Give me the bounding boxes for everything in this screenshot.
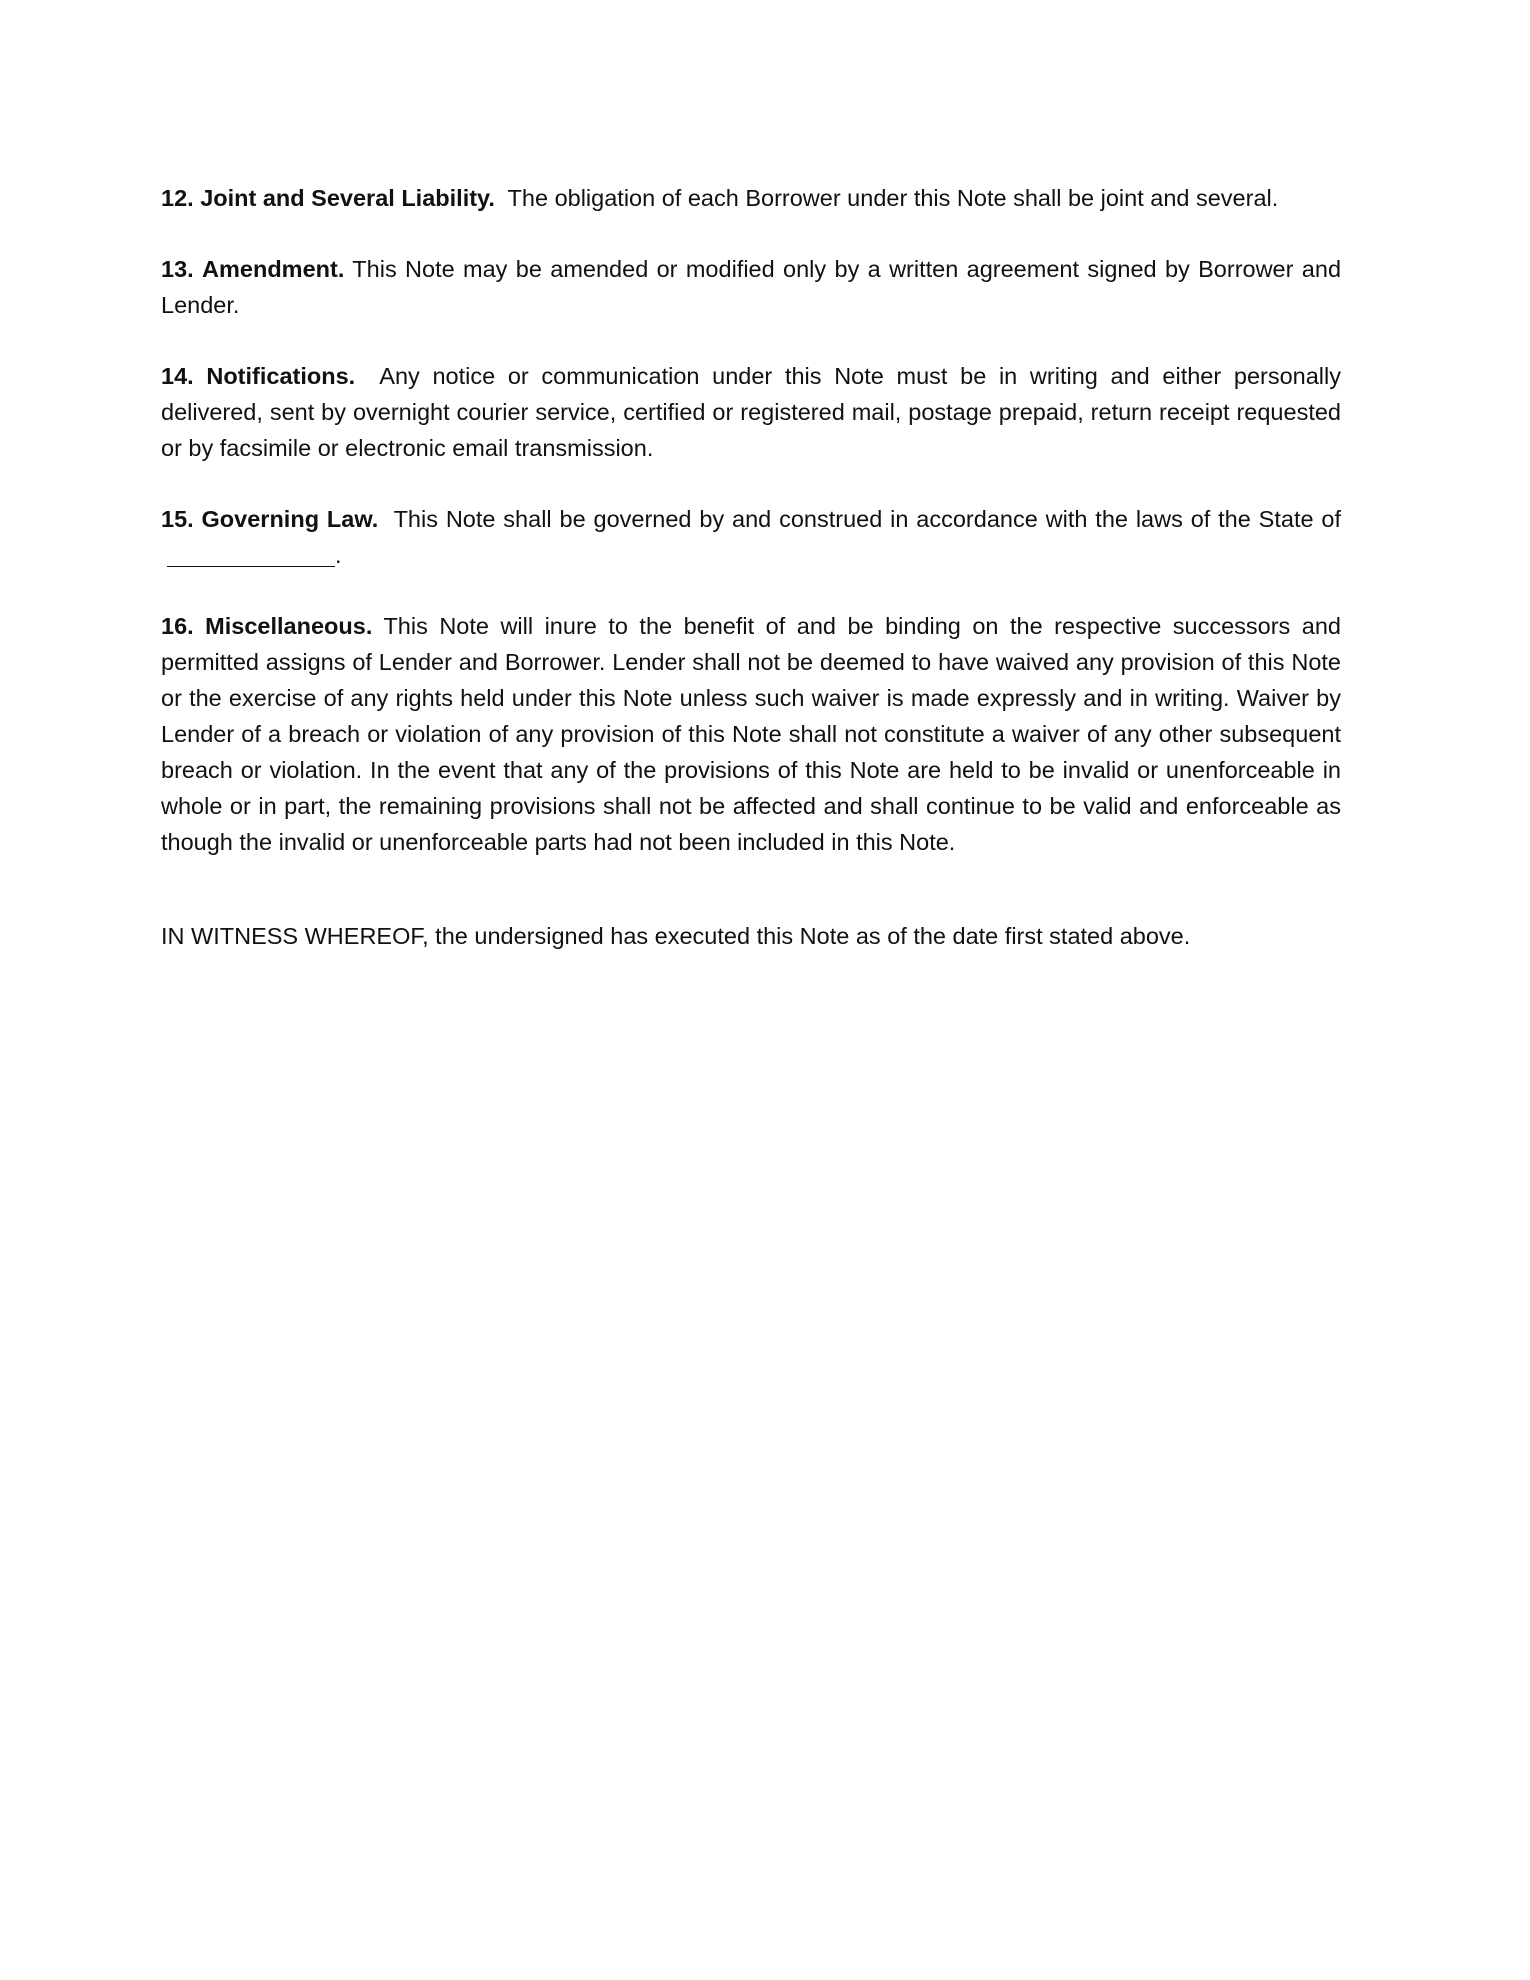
section-number: 16. <box>161 613 194 639</box>
section-body: This Note shall be governed by and construed in accordance with the laws of the State of <box>393 506 1341 532</box>
section-notifications <box>161 358 1341 466</box>
section-joint-liability <box>161 180 1341 216</box>
section-body: This Note may be amended or modified only by a written agreement signed by Borrower and Lender. <box>161 256 1342 318</box>
witness-clause: IN WITNESS WHEREOF, the undersigned has executed this Note as of the date first stated above. <box>161 923 1191 949</box>
section-heading: Amendment. <box>202 256 345 282</box>
section-body: Any notice or communication under this Note must be in writing and either personally delivered, sent by overnight courier service, certified or registered mail, postage prepaid, return receipt requested or by facsimile or electronic email transmission. <box>161 363 1341 461</box>
section-body: This Note will inure to the benefit of and be binding on the respective successors and permitted assigns of Lender and Borrower. Lender shall not be deemed to have waived any provision of this Note or the exercise of any rights held under this Note unless such waiver is made expressly and in writing. Waiver by Lender of a breach or violation of any provision of this Note shall not constitute a waiver of any other subsequent breach or violation. In the event that any of the provisions of this Note are held to be invalid or unenforceable in whole or in part, the remaining provisions shall not be affected and shall continue to be valid and enforceable as though the invalid or unenforceable parts had not been included in this Note. <box>161 613 1342 855</box>
section-heading: Notifications. <box>206 363 356 389</box>
section-amendment <box>161 251 1341 323</box>
section-heading: Governing Law. <box>201 506 379 532</box>
section-number: 14. <box>161 363 194 389</box>
section-number: 15. <box>161 506 194 532</box>
document-page <box>161 180 1341 978</box>
section-miscellaneous <box>161 608 1341 860</box>
section-governing-law <box>161 501 1341 573</box>
section-heading: Miscellaneous. <box>205 613 373 639</box>
section-number: 13. <box>161 256 194 282</box>
section-number: 12. <box>161 185 194 211</box>
section-body: The obligation of each Borrower under this Note shall be joint and several. <box>507 185 1279 211</box>
state-blank-line[interactable] <box>167 540 335 567</box>
section-heading: Joint and Several Liability. <box>200 185 495 211</box>
section-body-end: . <box>335 542 342 568</box>
